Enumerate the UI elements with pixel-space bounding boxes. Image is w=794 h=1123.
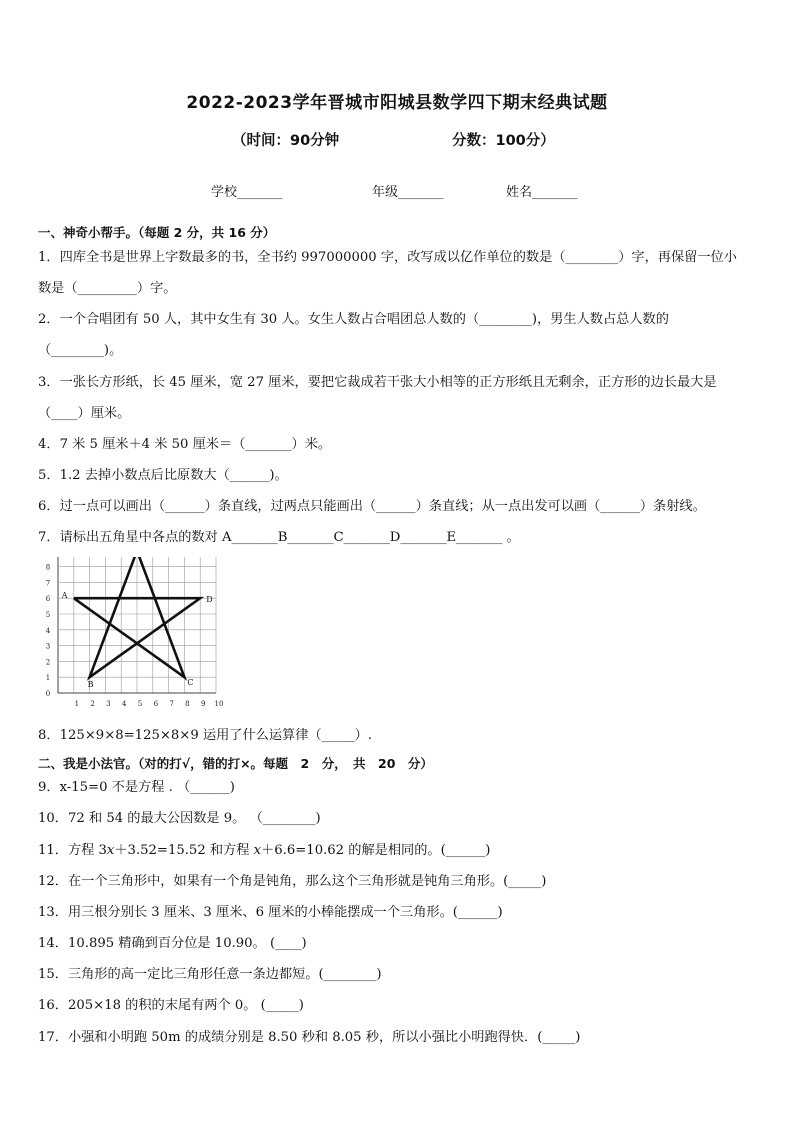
x-tick-label: 9	[200, 700, 206, 708]
question-line: 7．请标出五角星中各点的数对 A_______B_______C_______D_______E_______ 。	[38, 530, 520, 545]
x-tick-label: 8	[185, 700, 190, 708]
point-label-c: C	[187, 678, 194, 688]
y-tick-label: 6	[45, 595, 51, 604]
x-tick-label: 10	[214, 700, 224, 708]
question-line: 6．过一点可以画出（______）条直线，过两点只能画出（______）条直线；从一点出发可以画（______）条射线。	[38, 499, 706, 514]
section2-heading: 二、我是小法官。（对的打√，错的打×。每题 2 分， 共 20 分）	[38, 756, 433, 771]
x-tick-label: 5	[137, 700, 143, 708]
question-line: 13．用三根分别长 3 厘米、3 厘米、6 厘米的小棒能摆成一个三角形。(______)	[38, 905, 503, 920]
star-grid-figure	[36, 557, 236, 717]
x-tick-label: 3	[106, 700, 111, 708]
y-tick-label: 7	[45, 579, 51, 588]
question-line: 10．72 和 54 的最大公因数是 9。 （________)	[38, 811, 321, 826]
y-tick-label: 8	[45, 563, 51, 572]
y-tick-label: 2	[45, 658, 51, 667]
question-line: （________)。	[38, 343, 123, 358]
question-line: 12．在一个三角形中，如果有一个角是钝角，那么这个三角形就是钝角三角形。(_____)	[38, 874, 547, 889]
exam-score: 分数：100分）	[452, 133, 555, 149]
exam-title: 2022-2023学年晋城市阳城县数学四下期末经典试题	[186, 93, 608, 113]
y-tick-label: 3	[45, 642, 51, 651]
x-tick-label: 2	[90, 700, 95, 708]
question-line: 3．一张长方形纸，长 45 厘米，宽 27 厘米，要把它裁成若干张大小相等的正方形纸且无剩余，正方形的边长最大是	[38, 375, 717, 390]
exam-time: （时间：90分钟	[232, 133, 340, 149]
y-tick-label: 5	[45, 611, 51, 619]
x-tick-label: 7	[169, 700, 174, 708]
point-label-a: A	[61, 591, 68, 601]
question-line: 4．7 米 5 厘米＋4 米 50 厘米＝（_______）米。	[38, 437, 332, 452]
question-line: 11．方程 3𝑥＋3.52=15.52 和方程 𝑥＋6.6=10.62 的解是相同的。(______)	[38, 843, 491, 858]
question-line: 16．205×18 的积的末尾有两个 0。 (_____)	[38, 998, 304, 1013]
question-line: 2．一个合唱团有 50 人，其中女生有 30 人。女生人数占合唱团总人数的（________)，男生人数占总人数的	[38, 312, 669, 327]
y-tick-label: 1	[45, 674, 51, 683]
name-field: 姓名_______	[506, 185, 578, 200]
y-tick-label: 0	[45, 690, 51, 698]
question-line: 9．x-15=0 不是方程 . （______)	[38, 780, 235, 795]
question-line: 14．10.895 精确到百分位是 10.90。 (____)	[38, 936, 307, 951]
question-line: 15．三角形的高一定比三角形任意一条边都短。(________)	[38, 967, 382, 982]
school-field: 学校_______	[211, 185, 283, 200]
point-label-d: D	[206, 595, 213, 605]
question-line: 17．小强和小明跑 50m 的成绩分别是 8.50 秒和 8.05 秒，所以小强比小明跑得快．(_____)	[38, 1030, 581, 1045]
question-line: 5．1.2 去掉小数点后比原数大（______)。	[38, 468, 288, 483]
x-tick-label: 1	[74, 700, 80, 708]
point-label-b: B	[87, 680, 94, 690]
question-line: 1．四库全书是世界上字数最多的书，全书约 997000000 字，改写成以亿作单位的数是（________）字，再保留一位小	[38, 250, 737, 265]
y-tick-label: 4	[45, 626, 51, 635]
grade-field: 年级_______	[372, 185, 444, 200]
x-tick-label: 4	[121, 700, 127, 708]
question-line: 8．125×9×8=125×8×9 运用了什么运算律（_____）.	[38, 728, 372, 743]
section1-heading: 一、神奇小帮手。（每题 2 分，共 16 分）	[38, 225, 276, 240]
question-line: 数是（_________）字。	[38, 281, 177, 296]
x-tick-label: 6	[153, 700, 159, 708]
question-line: （____）厘米。	[38, 406, 131, 421]
